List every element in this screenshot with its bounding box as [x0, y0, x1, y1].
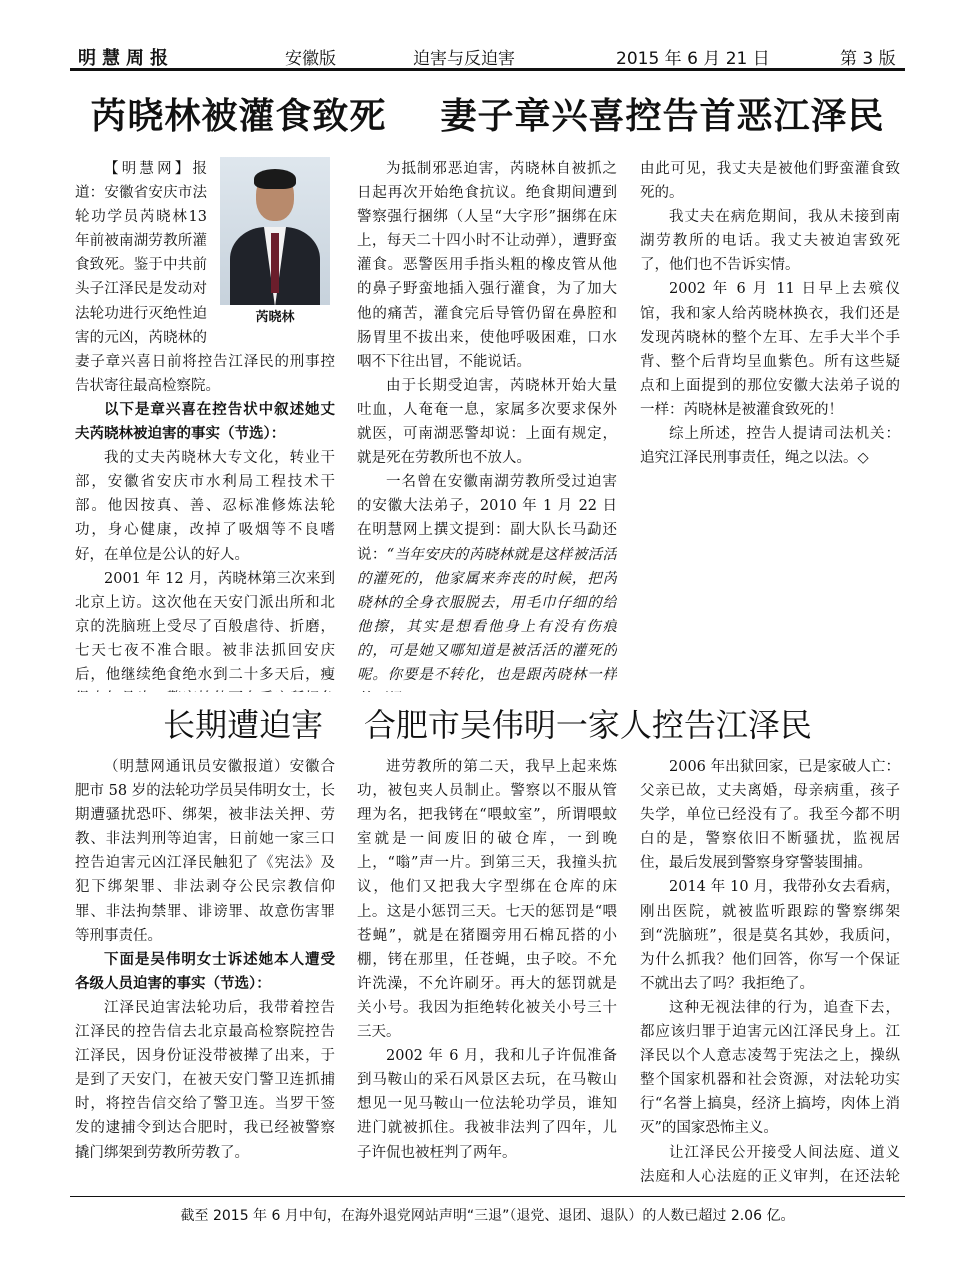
article1-paragraph: 由此可见，我丈夫是被他们野蛮灌食致死的。 — [640, 161, 900, 202]
article1-column-2 — [357, 157, 617, 692]
article2-column-2 — [357, 755, 617, 1187]
portrait-photo — [220, 157, 330, 305]
article1-subhead: 以下是章兴喜在控告状中叙述她丈夫芮晓林被迫害的事实（节选）： — [75, 401, 335, 443]
article2-column-1 — [75, 755, 335, 1187]
article1-paragraph: 由于长期受迫害，芮晓林开始大量吐血，人奄奄一息，家属多次要求保外就医，可南湖恶警却说：上面有规定，就是死在劳教所也不放人。 — [357, 377, 617, 467]
portrait-caption: 芮晓林 — [255, 310, 295, 325]
portrait — [215, 157, 335, 338]
article2-paragraph: 让江泽民公开接受人间法庭、道义法庭和人心法庭的正义审判，在还法轮 — [640, 1144, 900, 1185]
article1-column-1 — [75, 157, 335, 692]
article1-paragraph: 我丈夫在病危期间，我从未接到南湖劳教所的电话。我丈夫被迫害致死了，他们也不告诉实情。 — [640, 209, 900, 274]
article2-column-3 — [640, 755, 900, 1187]
footer-note: 截至 2015 年 6 月中旬，在海外退党网站声明“三退”（退党、退团、退队）的人数已超过 2.06 亿。 — [180, 1208, 795, 1224]
article1-paragraph: 我的丈夫芮晓林大专文化，转业干部，安徽省安庆市水利局工程技术干部。他因按真、善、忍标准修炼法轮功，身心健康，改掉了吸烟等不良嗜好，在单位是公认的好人。 — [75, 450, 335, 563]
issue-date: 2015 年 6 月 21 日 — [616, 49, 770, 69]
section-label: 迫害与反迫害 — [413, 49, 515, 69]
article2-paragraph: 江泽民迫害法轮功后，我带着控告江泽民的控告信去北京最高检察院控告江泽民，因身份证没带被撵了出来，于是到了天安门，在被天安门警卫连抓捕时，将控告信交给了警卫连。当罗干签发的逮捕令到达合肥时，我已经被警察撬门绑架到劳教所劳教了。 — [75, 999, 335, 1161]
article1-paragraph: 2001 年 12 月，芮晓林第三次来到北京上访。这次他在天安门派出所和北京的洗脑班上受尽了百般虐待、折磨，七天七夜不准合眼。被非法抓回安庆后，他继续绝食绝水到二十多天后，瘦 — [75, 570, 335, 683]
article1-paragraph: 一名曾在安徽南湖劳教所受过迫害的安徽大法弟子，2010 年 1 月 22 日在明慧网上撰文提到：副大队长马勐还说：“当年安庆的芮晓林就是这样被活活的灌死的，他家属来奔丧的时候，把芮晓林的全身衣服脱去，用毛巾仔细的给他擦，其实是想看他身上有没有伤痕的，可是她又哪知道是被活活的灌死的呢。你要是不转化，也是跟芮晓林一样 — [357, 474, 617, 683]
article2-intro: （明慧网通讯员安徽报道）安徽合肥市 58 岁的法轮功学员吴伟明女士，长期遭骚扰恐吓、绑架，被非法关押、劳教、非法判刑等迫害，日前她一家三口控告迫害元凶江泽民触犯了《宪法》及犯下绑架罪、非法剥夺公民宗教信仰罪、非法拘禁罪、诽谤罪、故意伤害罪等刑事责任。 — [75, 759, 335, 944]
article1-title: 芮晓林被灌食致死 妻子章兴喜控告首恶江泽民 — [90, 95, 885, 137]
article1-paragraph: 综上所述，控告人提请司法机关：追究江泽民刑事责任，绳之以法。◇ — [640, 426, 900, 467]
article2-paragraph: 2006 年出狱回家，已是家破人亡：父亲已故，丈夫离婚，母亲病重，孩子失学，单位已经没有了。我至今都不明白的是，警察依旧不断骚扰，监视居住，最后发展到警察身穿警装围捕。 — [640, 759, 900, 872]
article2-title: 长期遭迫害 合肥市吴伟明一家人控告江泽民 — [163, 706, 812, 744]
article2-paragraph: 进劳教所的第二天，我早上起来炼功，被包夹人员制止。警察以不服从管理为名，把我铐在“喂蚊室”，所谓喂蚊室就是一间废旧的破仓库，一到晚上，“嗡”声一片。到第三天，我撞头抗议，他们又把我大字型绑在仓库的床上。这是小惩罚三天。七天的惩罚是“喂苍蝇”，就是在猪圈旁用石棉瓦搭的小棚，铐在那里，任苍蝇，虫子咬。不允许洗澡，不允许刷牙。再大的惩罚就是关小号。我因为拒绝转化被关小号三十三天。 — [357, 759, 617, 1041]
edition-label: 安徽版 — [285, 49, 336, 69]
footer-divider — [70, 1196, 905, 1197]
article1-intro: 【明慧网】报道：安徽省安庆市法轮功学员芮晓林13年前被南湖劳教所灌食致死。鉴于中共前头子江泽民是发动对法轮功进行灭绝性迫害的元凶，芮晓林的妻子章兴喜日前将控告江泽民的刑事控告状寄往最高检察院。 — [75, 161, 335, 394]
article2-subhead: 下面是吴伟明女士诉述她本人遭受各级人员迫害的事实（节选）： — [75, 951, 335, 992]
article1-paragraph: 为抵制邪恶迫害，芮晓林自被抓之日起再次开始绝食抗议。绝食期间遭到警察强行捆绑（人呈“大字形”捆绑在床上，每天二十四小时不让动弹），遭野蛮灌食。恶警医用手指头粗的橡皮管从他的鼻子野蛮地插入强行灌食，为了加大他的痛苦，灌食完后导管仍留在鼻腔和肠胃里不拔出来，使他呼吸困难，口水咽不下往出冒，不能说话。 — [357, 161, 617, 370]
article1-column-3 — [640, 157, 900, 692]
page-number: 第 3 版 — [840, 49, 896, 69]
article2-paragraph: 这种无视法律的行为，追查下去，都应该归罪于迫害元凶江泽民身上。江泽民以个人意志凌驾于宪法之上，操纵整个国家机器和社会资源，对法轮功实行“名誉上搞臭，经济上搞垮，肉体上消灭”的国家恐怖主义。 — [640, 999, 900, 1137]
masthead: 明慧周报 — [78, 48, 174, 69]
article2-paragraph: 2014 年 10 月，我带孙女去看病，刚出医院，就被监听跟踪的警察绑架到“洗脑班”，很是莫名其妙，我质问，为什么抓我？他们回答，你写一个保证不就出去了吗？我拒绝了。 — [640, 879, 900, 992]
article2-paragraph: 2002 年 6 月，我和儿子许侃准备到马鞍山的采石风景区去玩，在马鞍山想见一见马鞍山一位法轮功学员，谁知进门就被抓住。我被非法判了四年，儿子许侃也被枉判了两年。 — [357, 1048, 617, 1161]
newspaper-header — [70, 38, 905, 71]
article1-paragraph: 2002 年 6 月 11 日早上去殡仪馆，我和家人给芮晓林换衣，我们还是发现芮晓林的整个左耳、左手大半个手背、整个后背均呈血紫色。所有这些疑点和上面提到的那位安徽大法弟子说的一样：芮晓林是被灌食致死的！ — [640, 281, 900, 418]
